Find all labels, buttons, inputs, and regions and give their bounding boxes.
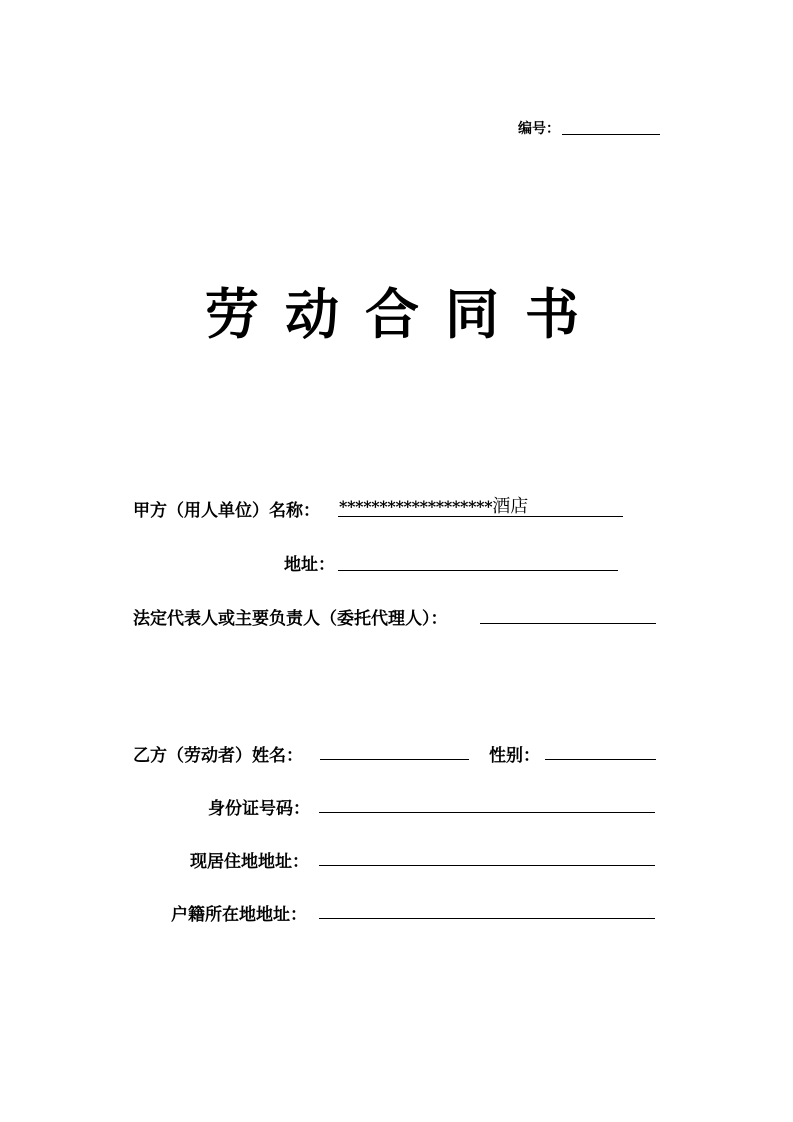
id-number-label: 身份证号码： xyxy=(208,799,310,819)
document-title: 劳动合同书 xyxy=(205,282,605,346)
party-b-name-label: 乙方（劳动者）姓名： xyxy=(133,746,303,766)
household-address-label: 户籍所在地地址： xyxy=(171,905,307,925)
residence-address-label: 现居住地地址： xyxy=(190,852,309,872)
contract-number-label: 编号： xyxy=(518,121,560,137)
party-a-name-value xyxy=(339,492,528,518)
id-number-field[interactable] xyxy=(319,812,655,813)
representative-label: 法定代表人或主要负责人（委托代理人）： xyxy=(133,609,448,629)
party-a-address-label: 地址： xyxy=(284,555,335,575)
party-a-address-field[interactable] xyxy=(338,570,618,571)
party-a-name-field[interactable] xyxy=(338,516,623,517)
party-a-name-label: 甲方（用人单位）名称： xyxy=(133,501,320,521)
residence-address-field[interactable] xyxy=(319,865,655,866)
party-b-name-field[interactable] xyxy=(320,759,469,760)
party-a-name-suffix: 酒店 xyxy=(492,496,529,517)
representative-field[interactable] xyxy=(480,623,656,624)
gender-label: 性别： xyxy=(489,746,540,766)
household-address-field[interactable] xyxy=(319,918,655,919)
gender-field[interactable] xyxy=(545,759,656,760)
contract-number-field[interactable] xyxy=(562,134,660,135)
party-a-name-masked: ******************* xyxy=(339,497,493,516)
